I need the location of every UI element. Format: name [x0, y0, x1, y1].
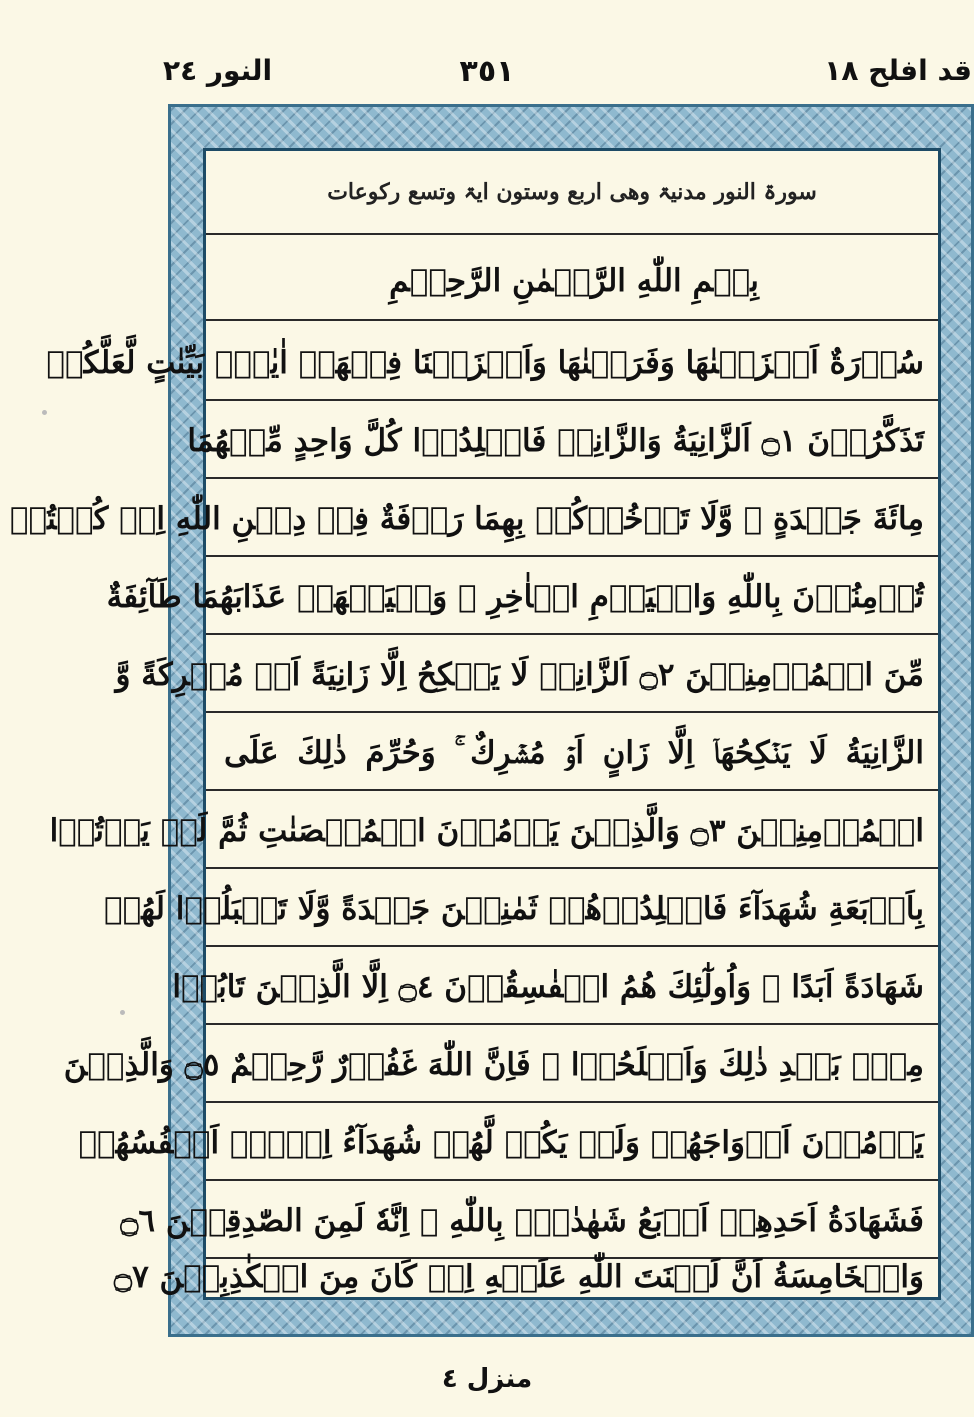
- verse-line: سُوۡرَةٌ اَنۡزَلۡنٰهَا وَفَرَضۡنٰهَا وَاَنۡزَلۡنَا فِيۡهَاۤ اٰيٰتٍۢ بَيِّنٰتٍ لَّعَلَّكُمۡ: [46, 345, 924, 381]
- line-rule: [206, 319, 938, 321]
- verse-line: مِّنَ الۡمُؤۡمِنِيۡنَ ۝٢ اَلزَّانِىۡ لَا يَنۡكِحُ اِلَّا زَانِيَةً اَوۡ مُشۡرِكَةً وَّ: [115, 657, 924, 693]
- verse-line: الۡمُؤۡمِنِيۡنَ ۝٣ وَالَّذِيۡنَ يَرۡمُوۡنَ الۡمُحۡصَنٰتِ ثُمَّ لَمۡ يَاۡتُوۡا: [49, 813, 924, 849]
- line-rule: [206, 789, 938, 791]
- line-rule: [206, 711, 938, 713]
- juz-name-header: قد افلح ١٨: [824, 54, 972, 87]
- verse-line: تَذَكَّرُوۡنَ ۝١ اَلزَّانِيَةُ وَالزَّانِىۡ فَاجۡلِدُوۡا كُلَّ وَاحِدٍ مِّنۡهُمَا: [187, 423, 924, 459]
- bismillah-line: بِسۡمِ اللّٰهِ الرَّحۡمٰنِ الرَّحِيۡمِ: [389, 263, 759, 299]
- line-rule: [206, 233, 938, 235]
- verse-line: تُؤۡمِنُوۡنَ بِاللّٰهِ وَالۡيَوۡمِ الۡاٰخِرِ ۚ وَلۡيَشۡهَدۡ عَذَابَهُمَا طَآئِفَةٌ: [106, 579, 924, 615]
- line-rule: [206, 945, 938, 947]
- verse-line: فَشَهَادَةُ اَحَدِهِمۡ اَرۡبَعُ شَهٰدٰتٍۭ بِاللّٰهِ ۙ اِنَّهٗ لَمِنَ الصّٰدِقِيۡنَ ۝٦: [120, 1203, 924, 1239]
- paper-speck: [120, 1010, 125, 1015]
- surah-name-header: النور ٢٤: [163, 54, 273, 87]
- verse-line: بِاَرۡبَعَةِ شُهَدَآءَ فَاجۡلِدُوۡهُمۡ ثَمٰنِيۡنَ جَلۡدَةً وَّلَا تَقۡبَلُوۡا لَهُمۡ: [104, 891, 924, 927]
- manzil-marker: منزل ٤: [441, 1364, 533, 1394]
- verse-line: الزَّانِيَةُ لَا يَنۡكِحُهَاۤ اِلَّا زَانٍ اَوۡ مُشۡرِكٌ ۚ وَحُرِّمَ ذٰلِكَ عَلَى: [224, 735, 924, 771]
- line-rule: [206, 1179, 938, 1181]
- page-number: ٣٥١: [459, 54, 515, 89]
- line-rule: [206, 1101, 938, 1103]
- verse-line: وَالۡخَامِسَةُ اَنَّ لَعۡنَتَ اللّٰهِ عَلَيۡهِ اِنۡ كَانَ مِنَ الۡكٰذِبِيۡنَ ۝٧: [113, 1259, 924, 1295]
- line-rule: [206, 477, 938, 479]
- line-rule: [206, 399, 938, 401]
- page-header: [0, 48, 974, 98]
- line-rule: [206, 633, 938, 635]
- verse-line: مِنۡۢ بَعۡدِ ذٰلِكَ وَاَصۡلَحُوۡا ۚ فَاِنَّ اللّٰهَ غَفُوۡرٌ رَّحِيۡمٌ ۝٥ وَالَّذِيۡنَ: [63, 1047, 924, 1083]
- line-rule: [206, 867, 938, 869]
- verse-line: يَرۡمُوۡنَ اَزۡوَاجَهُمۡ وَلَمۡ يَكُنۡ لَّهُمۡ شُهَدَآءُ اِلَّاۤ اَنۡفُسُهُمۡ: [78, 1125, 924, 1161]
- verse-line: مِائَةَ جَلۡدَةٍ ۖ وَّلَا تَاۡخُذۡكُمۡ بِهِمَا رَاۡفَةٌ فِىۡ دِيۡنِ اللّٰهِ اِنۡ كُنۡتُمۡ: [9, 501, 924, 537]
- line-rule: [206, 555, 938, 557]
- text-panel: [9, 148, 941, 1300]
- line-rule: [206, 1023, 938, 1025]
- surah-title-calligraphy: سورۃ النور مدنیۃ وھی اربع وستون ایۃ وتسع رکوعات: [327, 179, 817, 205]
- verse-line: شَهَادَةً اَبَدًا ۚ وَاُولٰٓئِكَ هُمُ الۡفٰسِقُوۡنَ ۝٤ اِلَّا الَّذِيۡنَ تَابُوۡا: [172, 969, 924, 1005]
- decorative-border: [9, 104, 974, 1337]
- paper-speck: [42, 410, 47, 415]
